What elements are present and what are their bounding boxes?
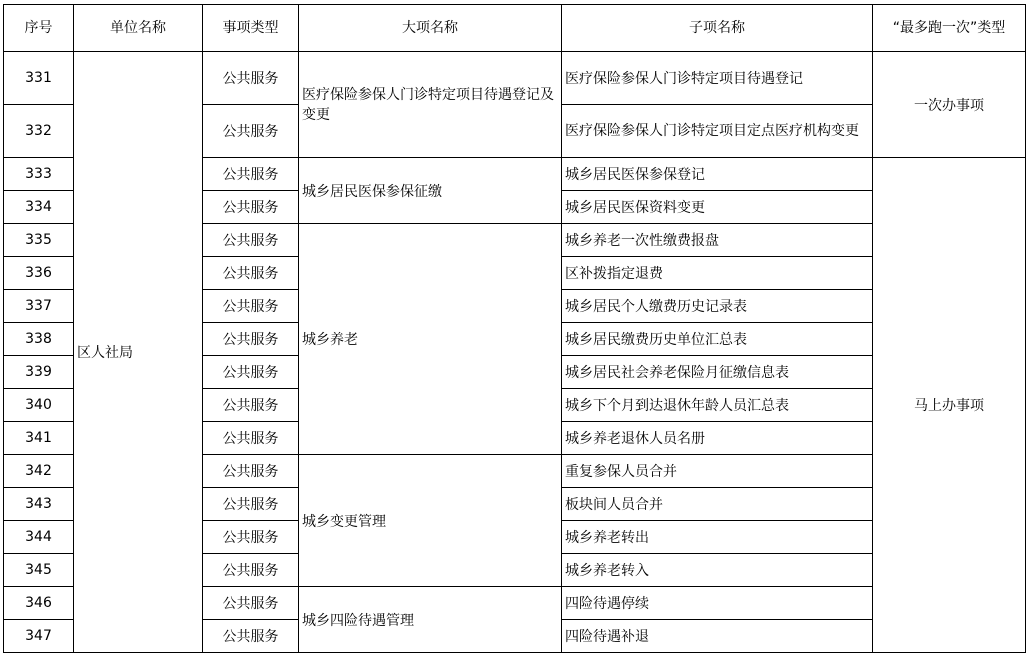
sub-cell: 四险待遇补退 bbox=[562, 620, 873, 653]
major-cell: 城乡居民医保参保征缴 bbox=[299, 158, 562, 224]
seq-cell: 342 bbox=[4, 455, 74, 488]
header-seq: 序号 bbox=[4, 5, 74, 52]
seq-cell: 337 bbox=[4, 290, 74, 323]
type-cell: 公共服务 bbox=[203, 290, 299, 323]
seq-cell: 341 bbox=[4, 422, 74, 455]
seq-cell: 336 bbox=[4, 257, 74, 290]
unit-cell: 区人社局 bbox=[74, 52, 203, 653]
header-sub: 子项名称 bbox=[562, 5, 873, 52]
sub-cell: 城乡居民缴费历史单位汇总表 bbox=[562, 323, 873, 356]
seq-cell: 345 bbox=[4, 554, 74, 587]
seq-cell: 340 bbox=[4, 389, 74, 422]
header-type: 事项类型 bbox=[203, 5, 299, 52]
type-cell: 公共服务 bbox=[203, 554, 299, 587]
type-cell: 公共服务 bbox=[203, 257, 299, 290]
sub-cell: 城乡居民个人缴费历史记录表 bbox=[562, 290, 873, 323]
seq-cell: 347 bbox=[4, 620, 74, 653]
type-cell: 公共服务 bbox=[203, 224, 299, 257]
type-cell: 公共服务 bbox=[203, 389, 299, 422]
header-unit: 单位名称 bbox=[74, 5, 203, 52]
sub-cell: 区补拨指定退费 bbox=[562, 257, 873, 290]
seq-cell: 339 bbox=[4, 356, 74, 389]
service-items-table bbox=[3, 4, 1026, 653]
sub-cell: 城乡养老转出 bbox=[562, 521, 873, 554]
sub-cell: 城乡居民医保参保登记 bbox=[562, 158, 873, 191]
major-cell: 医疗保险参保人门诊特定项目待遇登记及变更 bbox=[299, 52, 562, 158]
type-cell: 公共服务 bbox=[203, 356, 299, 389]
type-cell: 公共服务 bbox=[203, 587, 299, 620]
type-cell: 公共服务 bbox=[203, 422, 299, 455]
major-cell: 城乡四险待遇管理 bbox=[299, 587, 562, 653]
type-cell: 公共服务 bbox=[203, 158, 299, 191]
type-cell: 公共服务 bbox=[203, 620, 299, 653]
seq-cell: 332 bbox=[4, 105, 74, 158]
major-cell: 城乡养老 bbox=[299, 224, 562, 455]
sub-cell: 城乡居民社会养老保险月征缴信息表 bbox=[562, 356, 873, 389]
sub-cell: 城乡居民医保资料变更 bbox=[562, 191, 873, 224]
seq-cell: 334 bbox=[4, 191, 74, 224]
header-major: 大项名称 bbox=[299, 5, 562, 52]
seq-cell: 343 bbox=[4, 488, 74, 521]
sub-cell: 医疗保险参保人门诊特定项目定点医疗机构变更 bbox=[562, 105, 873, 158]
sub-cell: 城乡下个月到达退休年龄人员汇总表 bbox=[562, 389, 873, 422]
seq-cell: 331 bbox=[4, 52, 74, 105]
type-cell: 公共服务 bbox=[203, 521, 299, 554]
type-cell: 公共服务 bbox=[203, 455, 299, 488]
sub-cell: 城乡养老转入 bbox=[562, 554, 873, 587]
table-row bbox=[4, 52, 1026, 105]
major-cell: 城乡变更管理 bbox=[299, 455, 562, 587]
run-type-cell: 一次办事项 bbox=[873, 52, 1026, 158]
run-type-cell: 马上办事项 bbox=[873, 158, 1026, 653]
seq-cell: 335 bbox=[4, 224, 74, 257]
sub-cell: 重复参保人员合并 bbox=[562, 455, 873, 488]
type-cell: 公共服务 bbox=[203, 191, 299, 224]
seq-cell: 346 bbox=[4, 587, 74, 620]
sub-cell: 城乡养老一次性缴费报盘 bbox=[562, 224, 873, 257]
sub-cell: 四险待遇停续 bbox=[562, 587, 873, 620]
seq-cell: 333 bbox=[4, 158, 74, 191]
type-cell: 公共服务 bbox=[203, 52, 299, 105]
sub-cell: 板块间人员合并 bbox=[562, 488, 873, 521]
header-run-type: “最多跑一次”类型 bbox=[873, 5, 1026, 52]
sub-cell: 医疗保险参保人门诊特定项目待遇登记 bbox=[562, 52, 873, 105]
sub-cell: 城乡养老退休人员名册 bbox=[562, 422, 873, 455]
type-cell: 公共服务 bbox=[203, 488, 299, 521]
type-cell: 公共服务 bbox=[203, 105, 299, 158]
seq-cell: 344 bbox=[4, 521, 74, 554]
header-row bbox=[4, 5, 1026, 52]
type-cell: 公共服务 bbox=[203, 323, 299, 356]
seq-cell: 338 bbox=[4, 323, 74, 356]
